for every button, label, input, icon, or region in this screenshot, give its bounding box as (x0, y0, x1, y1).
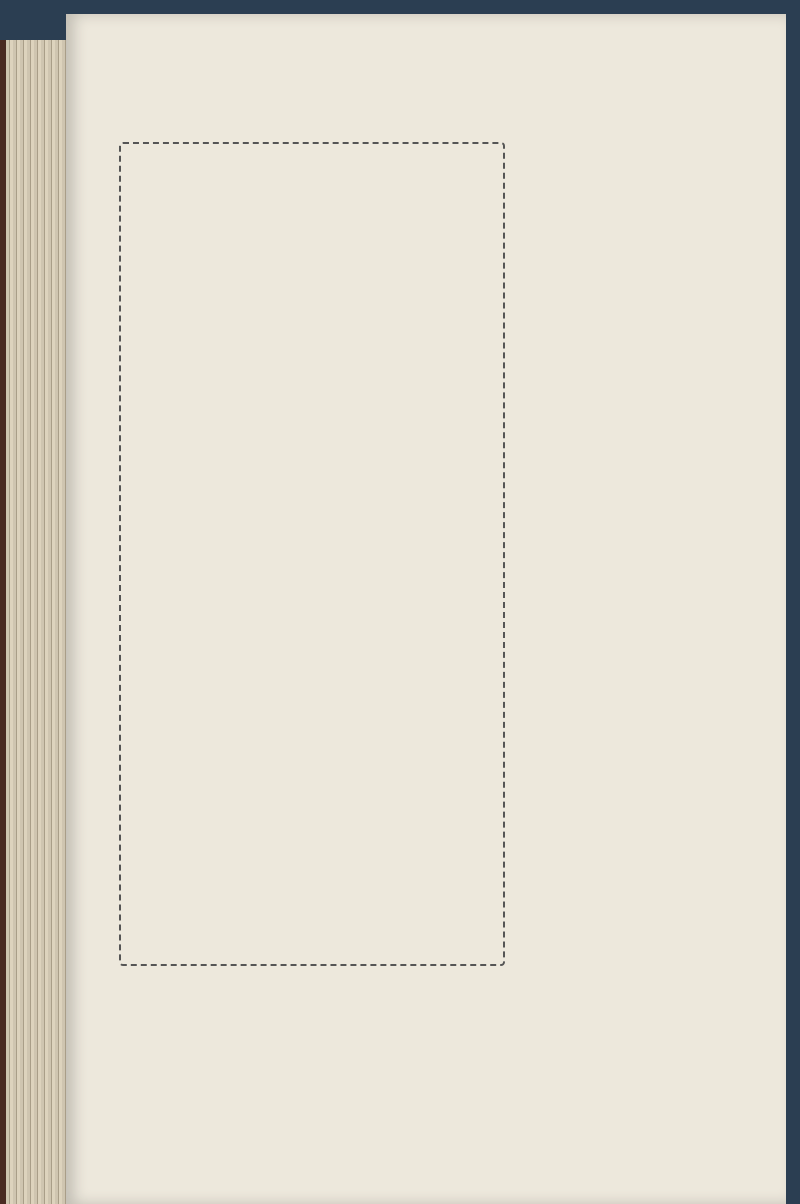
document-page (66, 14, 786, 1204)
notice-box (119, 142, 505, 966)
